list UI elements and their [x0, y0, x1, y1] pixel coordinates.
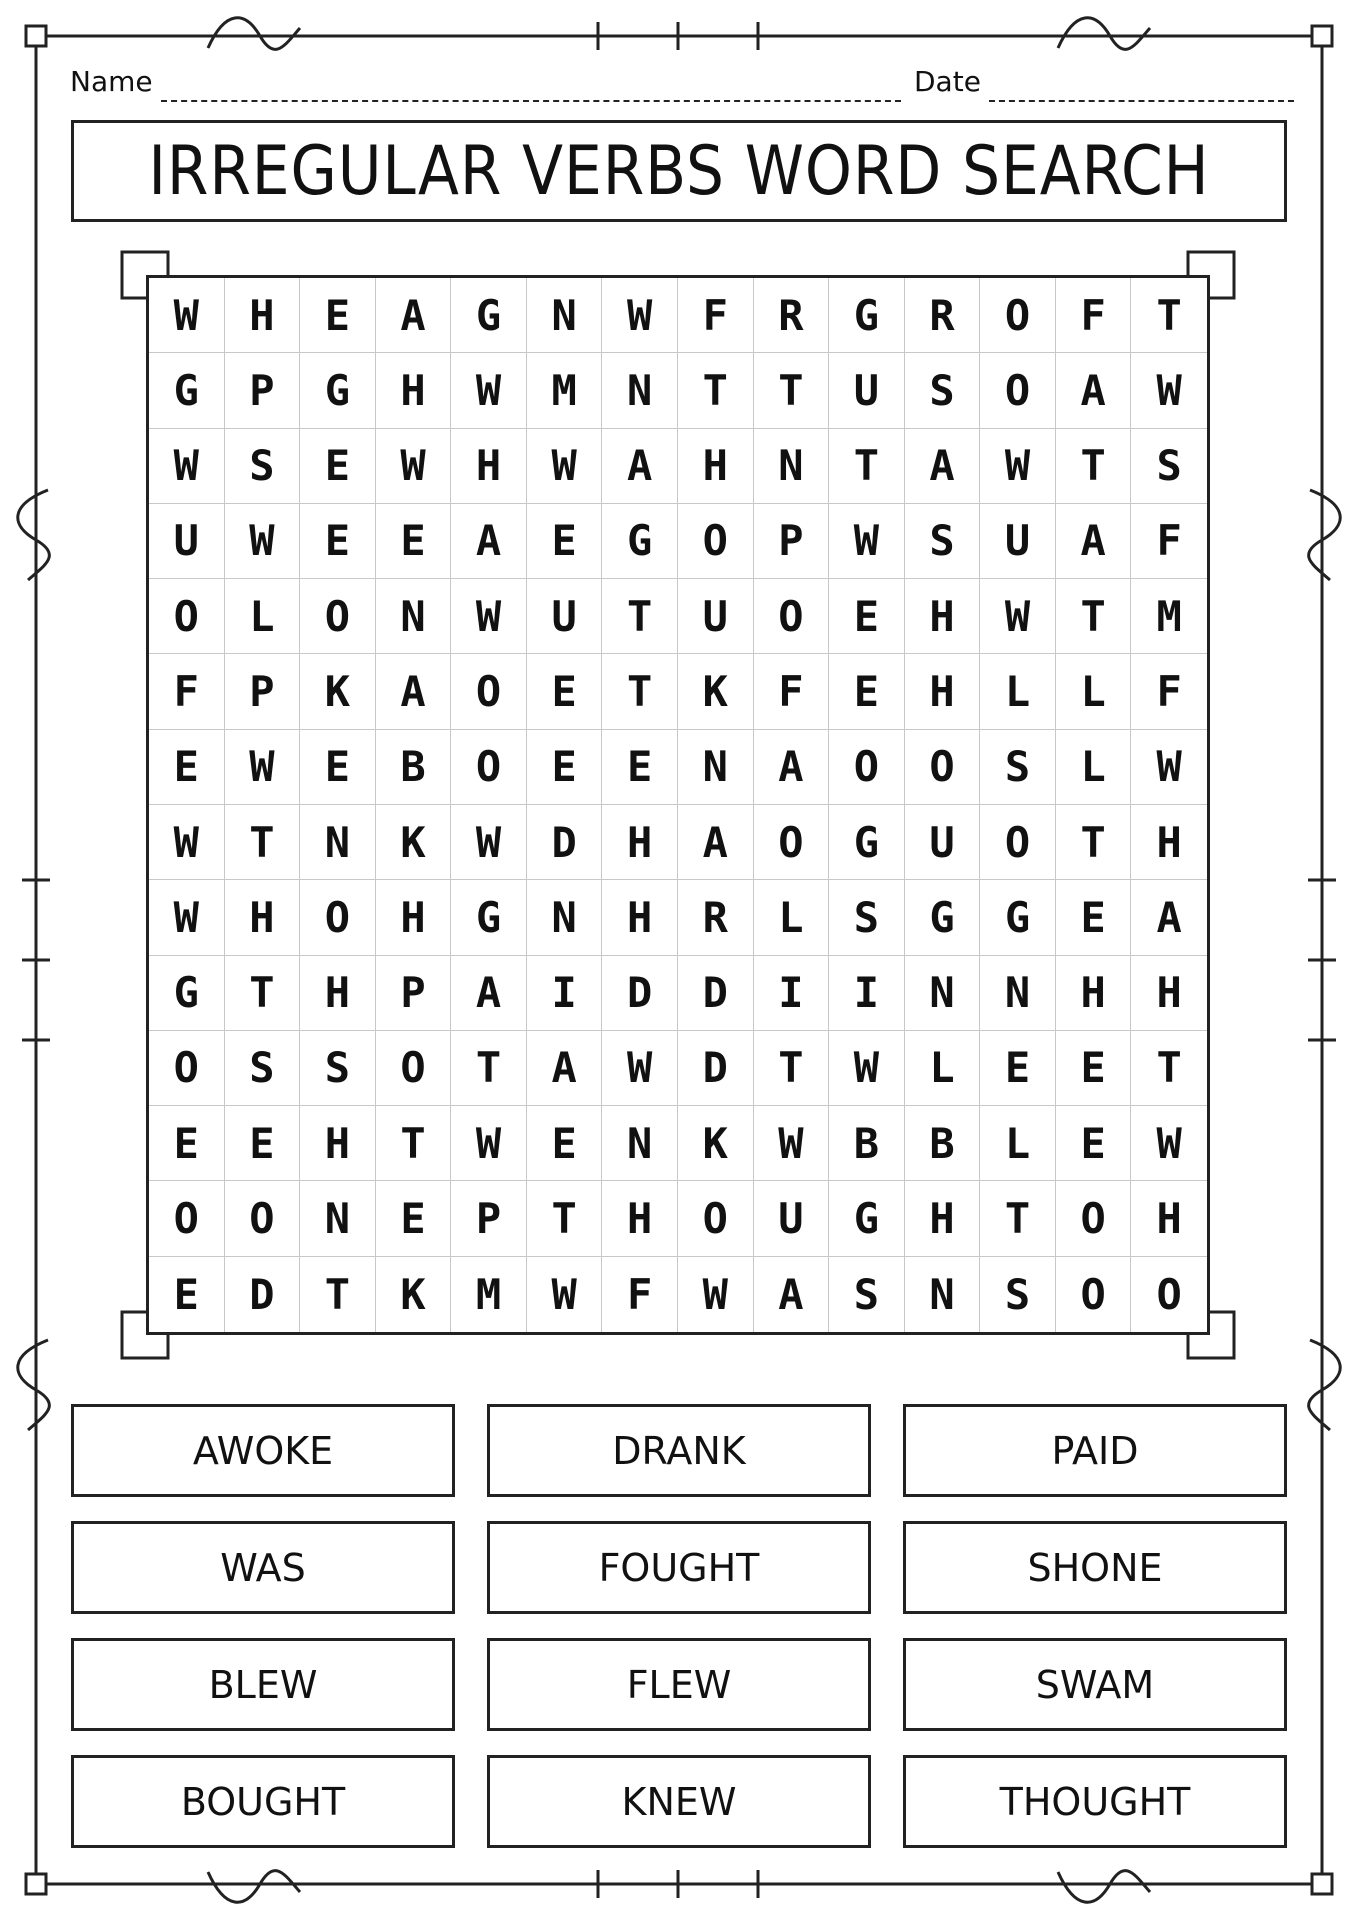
grid-cell[interactable]: L [754, 880, 830, 955]
grid-cell[interactable]: H [1131, 956, 1207, 1031]
grid-cell[interactable]: B [376, 730, 452, 805]
grid-cell[interactable]: O [980, 805, 1056, 880]
grid-cell[interactable]: E [527, 1106, 603, 1181]
grid-cell[interactable]: O [980, 353, 1056, 428]
name-field[interactable] [70, 62, 901, 102]
word-box: BOUGHT [71, 1755, 455, 1848]
grid-cell[interactable]: N [300, 805, 376, 880]
title-box [71, 120, 1287, 222]
grid-cell[interactable]: O [678, 504, 754, 579]
name-blank[interactable] [161, 76, 901, 102]
grid-cell[interactable]: H [225, 278, 301, 353]
grid-cell[interactable]: F [678, 278, 754, 353]
grid-cell[interactable]: E [1056, 1106, 1132, 1181]
grid-cell[interactable]: H [1056, 956, 1132, 1031]
grid-cell[interactable]: H [376, 353, 452, 428]
grid-cell[interactable]: N [905, 956, 981, 1031]
page-title: IRREGULAR VERBS WORD SEARCH [148, 131, 1210, 211]
grid-cell[interactable]: W [980, 429, 1056, 504]
grid-cell[interactable]: T [754, 1031, 830, 1106]
grid-cell[interactable]: W [754, 1106, 830, 1181]
grid-cell[interactable]: T [376, 1106, 452, 1181]
grid-cell[interactable]: G [149, 353, 225, 428]
grid-cell[interactable]: S [829, 880, 905, 955]
grid-cell[interactable]: S [300, 1031, 376, 1106]
grid-cell[interactable]: U [980, 504, 1056, 579]
grid-cell[interactable]: H [602, 880, 678, 955]
grid-cell[interactable]: G [980, 880, 1056, 955]
grid-cell[interactable]: M [451, 1257, 527, 1332]
grid-cell[interactable]: A [527, 1031, 603, 1106]
grid-cell[interactable]: G [829, 1181, 905, 1256]
grid-cell[interactable]: R [678, 880, 754, 955]
grid-cell[interactable]: D [225, 1257, 301, 1332]
grid-cell[interactable]: W [451, 579, 527, 654]
grid-cell[interactable]: D [678, 956, 754, 1031]
grid-cell[interactable]: E [300, 730, 376, 805]
grid-cell[interactable]: S [980, 1257, 1056, 1332]
grid-cell[interactable]: N [980, 956, 1056, 1031]
grid-cell[interactable]: W [149, 278, 225, 353]
grid-cell[interactable]: U [527, 579, 603, 654]
grid-cell[interactable]: O [754, 579, 830, 654]
grid-cell[interactable]: A [754, 1257, 830, 1332]
grid-cell[interactable]: T [754, 353, 830, 428]
grid-cell[interactable]: T [829, 429, 905, 504]
grid-cell[interactable]: E [980, 1031, 1056, 1106]
grid-cell[interactable]: B [829, 1106, 905, 1181]
grid-cell[interactable]: P [225, 654, 301, 729]
grid-cell[interactable]: L [1056, 730, 1132, 805]
grid-cell[interactable]: A [678, 805, 754, 880]
grid-cell[interactable]: L [980, 1106, 1056, 1181]
grid-cell[interactable]: G [829, 805, 905, 880]
grid-cell[interactable]: E [829, 654, 905, 729]
grid-cell[interactable]: O [149, 579, 225, 654]
grid-cell[interactable]: W [980, 579, 1056, 654]
grid-cell[interactable]: E [602, 730, 678, 805]
grid-cell[interactable]: T [451, 1031, 527, 1106]
grid-cell[interactable]: S [905, 504, 981, 579]
word-box: WAS [71, 1521, 455, 1614]
grid-cell[interactable]: U [149, 504, 225, 579]
grid-cell[interactable]: S [225, 429, 301, 504]
grid-cell[interactable]: H [1131, 805, 1207, 880]
grid-cell[interactable]: H [905, 654, 981, 729]
grid-cell[interactable]: W [1131, 730, 1207, 805]
grid-cell[interactable]: M [1131, 579, 1207, 654]
word-box: SWAM [903, 1638, 1287, 1731]
grid-cell[interactable]: K [678, 654, 754, 729]
grid-cell[interactable]: W [451, 353, 527, 428]
grid-cell[interactable]: W [225, 504, 301, 579]
grid-cell[interactable]: O [1056, 1181, 1132, 1256]
grid-cell[interactable]: D [527, 805, 603, 880]
grid-cell[interactable]: A [376, 278, 452, 353]
grid-cell[interactable]: W [451, 1106, 527, 1181]
grid-cell[interactable]: O [1156, 1269, 1182, 1319]
grid-cell[interactable]: G [451, 278, 527, 353]
grid-cell[interactable]: W [602, 278, 678, 353]
grid-cell[interactable]: W [678, 1257, 754, 1332]
grid-cell[interactable]: N [602, 1106, 678, 1181]
grid-cell[interactable]: T [225, 805, 301, 880]
grid-cell[interactable]: O [829, 730, 905, 805]
grid-cell[interactable]: N [527, 278, 603, 353]
grid-cell[interactable]: E [300, 429, 376, 504]
grid-cell[interactable]: H [225, 880, 301, 955]
grid-cell[interactable]: K [376, 1257, 452, 1332]
grid-cell[interactable]: H [678, 429, 754, 504]
date-label: Date [914, 65, 981, 98]
grid-cell[interactable]: O [300, 880, 376, 955]
grid-cell[interactable]: I [527, 956, 603, 1031]
grid-cell[interactable]: H [376, 880, 452, 955]
grid-cell[interactable]: P [451, 1181, 527, 1256]
grid-cell[interactable]: K [300, 654, 376, 729]
grid-cell[interactable]: D [678, 1031, 754, 1106]
grid-cell[interactable]: A [1056, 504, 1132, 579]
grid-cell[interactable]: E [149, 730, 225, 805]
grid-cell[interactable]: F [149, 654, 225, 729]
grid-cell[interactable]: I [754, 956, 830, 1031]
word-box: SHONE [903, 1521, 1287, 1614]
grid-cell[interactable]: R [754, 278, 830, 353]
grid-cell[interactable]: E [527, 730, 603, 805]
grid-cell[interactable]: N [905, 1257, 981, 1332]
grid-cell[interactable]: T [225, 956, 301, 1031]
date-blank[interactable] [989, 76, 1294, 102]
grid-cell[interactable]: H [300, 1106, 376, 1181]
grid-cell[interactable]: R [905, 278, 981, 353]
grid-cell[interactable]: S [829, 1257, 905, 1332]
grid-cell[interactable]: G [905, 880, 981, 955]
word-box: FOUGHT [487, 1521, 871, 1614]
grid-cell[interactable]: H [602, 1181, 678, 1256]
grid-cell[interactable]: O [1056, 1257, 1132, 1332]
grid-cell[interactable]: A [1056, 353, 1132, 428]
grid-cell[interactable]: G [149, 956, 225, 1031]
grid-cell[interactable]: E [1056, 880, 1132, 955]
grid-cell[interactable]: P [225, 353, 301, 428]
grid-cell[interactable]: N [678, 730, 754, 805]
word-box: PAID [903, 1404, 1287, 1497]
grid-cell[interactable]: P [376, 956, 452, 1031]
grid-cell[interactable]: P [754, 504, 830, 579]
grid-cell[interactable]: N [527, 880, 603, 955]
grid-cell[interactable]: N [376, 579, 452, 654]
grid-cell[interactable]: A [451, 504, 527, 579]
word-search-grid [146, 275, 1210, 1335]
grid-cell[interactable]: T [980, 1181, 1056, 1256]
grid-cell[interactable]: H [300, 956, 376, 1031]
grid-cell[interactable]: A [376, 654, 452, 729]
grid-cell[interactable]: D [602, 956, 678, 1031]
grid-cell[interactable]: S [980, 730, 1056, 805]
grid-cell[interactable]: O [451, 730, 527, 805]
grid-cell[interactable]: W [527, 429, 603, 504]
grid-cell[interactable]: A [602, 429, 678, 504]
grid-cell[interactable]: E [149, 1257, 225, 1332]
grid-cell[interactable]: W [225, 730, 301, 805]
grid-cell[interactable]: T [1056, 579, 1132, 654]
grid-cell[interactable]: T [527, 1181, 603, 1256]
grid-cell[interactable]: F [754, 654, 830, 729]
grid-cell[interactable]: W [149, 805, 225, 880]
grid-cell[interactable]: W [1131, 1106, 1207, 1181]
grid-cell[interactable]: S [225, 1031, 301, 1106]
grid-cell[interactable]: E [376, 504, 452, 579]
grid-cell[interactable]: A [905, 429, 981, 504]
grid-cell[interactable]: L [905, 1031, 981, 1106]
grid-cell[interactable]: H [1131, 1181, 1207, 1256]
grid-cell[interactable]: W [829, 504, 905, 579]
word-box: KNEW [487, 1755, 871, 1848]
grid-cell[interactable]: L [225, 579, 301, 654]
grid-cell[interactable]: W [149, 880, 225, 955]
grid-cell[interactable]: W [149, 429, 225, 504]
grid-cell[interactable]: W [376, 429, 452, 504]
grid-cell[interactable]: E [527, 504, 603, 579]
grid-cell[interactable]: E [225, 1106, 301, 1181]
grid-cell[interactable]: O [980, 278, 1056, 353]
grid-cell[interactable]: K [678, 1106, 754, 1181]
grid-cell[interactable]: K [376, 805, 452, 880]
word-box: FLEW [487, 1638, 871, 1731]
grid-cell[interactable]: L [1056, 654, 1132, 729]
grid-cell[interactable]: E [527, 654, 603, 729]
grid-cell[interactable]: O [376, 1031, 452, 1106]
grid-cell[interactable]: A [451, 956, 527, 1031]
grid-cell[interactable]: H [905, 579, 981, 654]
grid-cell[interactable]: T [1056, 429, 1132, 504]
grid-cell[interactable]: T [1131, 278, 1207, 353]
grid-cell[interactable]: E [300, 504, 376, 579]
grid-cell[interactable]: U [678, 579, 754, 654]
grid-cell[interactable]: H [905, 1181, 981, 1256]
grid-cell[interactable]: O [300, 579, 376, 654]
grid-cell[interactable]: W [1131, 353, 1207, 428]
grid-cell[interactable]: F [1131, 654, 1207, 729]
grid-cell[interactable]: I [829, 956, 905, 1031]
grid-cell[interactable]: E [149, 1106, 225, 1181]
grid-cell[interactable]: W [527, 1257, 603, 1332]
grid-cell[interactable]: N [602, 353, 678, 428]
grid-cell[interactable]: O [225, 1181, 301, 1256]
grid-cell[interactable]: H [451, 429, 527, 504]
grid-cell[interactable]: G [300, 353, 376, 428]
grid-cell[interactable]: F [602, 1257, 678, 1332]
grid-cell[interactable]: T [678, 353, 754, 428]
grid-cell[interactable]: M [527, 353, 603, 428]
grid-cell[interactable]: W [829, 1031, 905, 1106]
grid-cell[interactable]: A [754, 730, 830, 805]
grid-cell[interactable]: S [1131, 429, 1207, 504]
grid-cell[interactable]: T [300, 1257, 376, 1332]
grid-cell[interactable]: O [149, 1181, 225, 1256]
grid-cell[interactable]: G [829, 278, 905, 353]
grid-cell[interactable]: U [754, 1181, 830, 1256]
grid-cell[interactable]: O [451, 654, 527, 729]
grid-cell[interactable]: O [678, 1181, 754, 1256]
grid-cell[interactable]: E [300, 278, 376, 353]
name-label: Name [70, 65, 153, 98]
grid-cell[interactable]: O [905, 730, 981, 805]
grid-cell[interactable]: E [1056, 1031, 1132, 1106]
grid-cell[interactable]: F [1056, 278, 1132, 353]
grid-cell[interactable]: W [451, 805, 527, 880]
grid-cell[interactable]: U [829, 353, 905, 428]
grid-cell[interactable]: A [1131, 880, 1207, 955]
grid-cell[interactable]: B [905, 1106, 981, 1181]
date-field[interactable] [914, 62, 1294, 102]
word-box: DRANK [487, 1404, 871, 1497]
grid-cell[interactable]: E [376, 1181, 452, 1256]
grid-cell[interactable]: T [1131, 1031, 1207, 1106]
grid-cell[interactable]: G [451, 880, 527, 955]
grid-cell[interactable]: G [602, 504, 678, 579]
grid-cell[interactable]: U [905, 805, 981, 880]
grid-cell[interactable]: H [602, 805, 678, 880]
grid-cell[interactable]: O [149, 1031, 225, 1106]
grid-cell[interactable]: L [980, 654, 1056, 729]
grid-cell[interactable]: N [754, 429, 830, 504]
grid-cell[interactable]: T [602, 654, 678, 729]
grid-cell[interactable]: T [602, 579, 678, 654]
grid-cell[interactable]: S [905, 353, 981, 428]
grid-cell[interactable]: O [754, 805, 830, 880]
word-box: THOUGHT [903, 1755, 1287, 1848]
word-box: BLEW [71, 1638, 455, 1731]
grid-cell[interactable]: F [1131, 504, 1207, 579]
grid-cell[interactable]: T [1056, 805, 1132, 880]
grid-cell[interactable]: W [602, 1031, 678, 1106]
grid-cell[interactable]: E [829, 579, 905, 654]
word-box: AWOKE [71, 1404, 455, 1497]
grid-cell[interactable]: N [300, 1181, 376, 1256]
